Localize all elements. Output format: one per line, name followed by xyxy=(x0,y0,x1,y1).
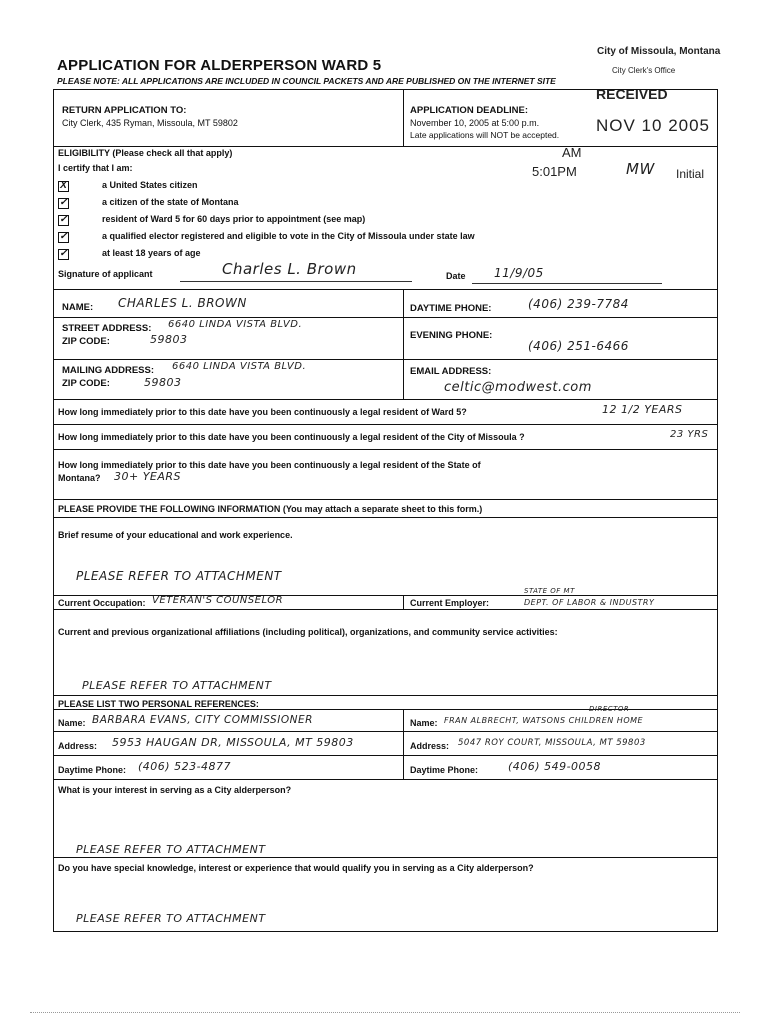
email-value[interactable]: celtic@modwest.com xyxy=(444,380,592,395)
checkbox-qualified-elector[interactable]: ✓ xyxy=(59,231,68,242)
ref2-phone-label: Daytime Phone: xyxy=(410,765,479,775)
street-value[interactable]: 6640 LINDA VISTA BLVD. xyxy=(168,319,303,330)
stamp-line1: City of Missoula, Montana xyxy=(597,46,721,57)
eligibility-ward-resident: resident of Ward 5 for 60 days prior to appointment (see map) xyxy=(102,214,366,224)
ref1-address[interactable]: 5953 HAUGAN DR, MISSOULA, MT 59803 xyxy=(112,736,354,749)
ref2-name[interactable]: FRAN ALBRECHT, WATSONS CHILDREN HOME xyxy=(444,716,644,725)
city-residency-answer[interactable]: 23 YRS xyxy=(670,429,709,440)
checkbox-us-citizen[interactable]: X xyxy=(58,181,69,192)
mailing-zip-value[interactable]: 59803 xyxy=(144,376,182,389)
eligibility-qualified-elector: a qualified elector registered and eligible to vote in the City of Missoula under state law xyxy=(102,231,475,241)
certify-text: I certify that I am: xyxy=(58,163,133,173)
references-heading: PLEASE LIST TWO PERSONAL REFERENCES: xyxy=(58,699,259,709)
stamp-initials: MW xyxy=(626,160,655,178)
resume-answer[interactable]: PLEASE REFER TO ATTACHMENT xyxy=(76,569,282,583)
affiliations-question: Current and previous organizational affiliations (including political), organizations, and community service activities: xyxy=(58,627,558,637)
publication-note: PLEASE NOTE: ALL APPLICATIONS ARE INCLUDED IN COUNCIL PACKETS AND ARE PUBLISHED ON THE INTERNET SITE xyxy=(57,76,556,86)
ref2-address-label: Address: xyxy=(410,741,450,751)
employer-value[interactable]: DEPT. OF LABOR & INDUSTRY xyxy=(524,598,655,607)
stamp-pm: 5:01PM xyxy=(532,164,577,179)
employer-top: STATE OF MT xyxy=(524,587,575,595)
checkbox-mt-citizen[interactable]: ✓ xyxy=(59,197,68,208)
ref1-name-label: Name: xyxy=(58,718,86,728)
ref1-address-label: Address: xyxy=(58,741,98,751)
deadline-value: November 10, 2005 at 5:00 p.m. xyxy=(410,118,540,128)
stamp-initial-label: Initial xyxy=(676,167,705,181)
street-label: STREET ADDRESS: xyxy=(62,323,152,334)
knowledge-question: Do you have special knowledge, interest or experience that would qualify you in serving as a City alderperson? xyxy=(58,863,534,873)
mailing-value[interactable]: 6640 LINDA VISTA BLVD. xyxy=(172,361,307,372)
day-phone-label: DAYTIME PHONE: xyxy=(410,303,492,314)
stamp-line2: City Clerk's Office xyxy=(612,66,676,75)
interest-answer[interactable]: PLEASE REFER TO ATTACHMENT xyxy=(76,843,266,856)
applicant-signature: Charles L. Brown xyxy=(222,260,357,278)
form-title: APPLICATION FOR ALDERPERSON WARD 5 xyxy=(57,57,382,74)
return-address: City Clerk, 435 Ryman, Missoula, MT 59802 xyxy=(62,118,238,128)
ref1-phone-label: Daytime Phone: xyxy=(58,765,127,775)
eligibility-mt-citizen: a citizen of the state of Montana xyxy=(102,197,239,207)
name-label: NAME: xyxy=(62,302,94,313)
city-residency-question: How long immediately prior to this date have you been continuously a legal resident of the City of Missoula ? xyxy=(58,432,525,442)
knowledge-answer[interactable]: PLEASE REFER TO ATTACHMENT xyxy=(76,912,266,925)
day-phone-value[interactable]: (406) 239-7784 xyxy=(528,297,629,311)
ward-residency-question: How long immediately prior to this date have you been continuously a legal resident of Ward 5? xyxy=(58,407,467,417)
ref2-title: DIRECTOR xyxy=(589,705,630,713)
ward-residency-answer[interactable]: 12 1/2 YEARS xyxy=(602,403,683,416)
email-label: EMAIL ADDRESS: xyxy=(410,366,492,377)
applicant-name[interactable]: CHARLES L. BROWN xyxy=(118,296,247,310)
application-form xyxy=(53,89,718,932)
checkbox-age[interactable]: ✓ xyxy=(59,248,68,259)
late-note: Late applications will NOT be accepted. xyxy=(410,130,560,140)
deadline-label: APPLICATION DEADLINE: xyxy=(410,105,529,116)
employer-label: Current Employer: xyxy=(410,598,490,608)
zip-label: ZIP CODE: xyxy=(62,336,110,347)
eligibility-us-citizen: a United States citizen xyxy=(102,180,198,190)
signature-label: Signature of applicant xyxy=(58,269,153,279)
mailing-zip-label: ZIP CODE: xyxy=(62,378,110,389)
info-heading: PLEASE PROVIDE THE FOLLOWING INFORMATION (You may attach a separate sheet to this form.) xyxy=(58,504,483,514)
date-label: Date xyxy=(446,271,466,281)
evening-phone-label: EVENING PHONE: xyxy=(410,330,493,341)
signature-date: 11/9/05 xyxy=(494,266,544,280)
stamp-am: AM xyxy=(562,145,582,160)
state-residency-answer[interactable]: 30+ YEARS xyxy=(114,470,182,483)
occupation-label: Current Occupation: xyxy=(58,598,146,608)
stamp-received: RECEIVED xyxy=(596,86,668,102)
state-residency-question-2: Montana? xyxy=(58,473,101,483)
stamp-date: NOV 10 2005 xyxy=(596,116,711,135)
resume-question: Brief resume of your educational and work experience. xyxy=(58,530,293,540)
eligibility-heading: ELIGIBILITY (Please check all that apply) xyxy=(58,148,233,158)
eligibility-age: at least 18 years of age xyxy=(102,248,201,258)
occupation-value[interactable]: VETERAN'S COUNSELOR xyxy=(152,595,284,606)
ref1-name[interactable]: BARBARA EVANS, CITY COMMISSIONER xyxy=(92,714,313,726)
state-residency-question: How long immediately prior to this date have you been continuously a legal resident of the State of xyxy=(58,460,481,470)
interest-question: What is your interest in serving as a City alderperson? xyxy=(58,785,292,795)
ref2-phone[interactable]: (406) 549-0058 xyxy=(508,760,602,773)
mailing-label: MAILING ADDRESS: xyxy=(62,365,155,376)
return-label: RETURN APPLICATION TO: xyxy=(62,105,187,116)
zip-value[interactable]: 59803 xyxy=(150,333,188,346)
ref1-phone[interactable]: (406) 523-4877 xyxy=(138,760,232,773)
ref2-address[interactable]: 5047 ROY COURT, MISSOULA, MT 59803 xyxy=(458,738,646,748)
affiliations-answer[interactable]: PLEASE REFER TO ATTACHMENT xyxy=(82,679,272,692)
evening-phone-value[interactable]: (406) 251-6466 xyxy=(528,339,629,353)
ref2-name-label: Name: xyxy=(410,718,438,728)
checkbox-ward-resident[interactable]: ✓ xyxy=(59,214,68,225)
